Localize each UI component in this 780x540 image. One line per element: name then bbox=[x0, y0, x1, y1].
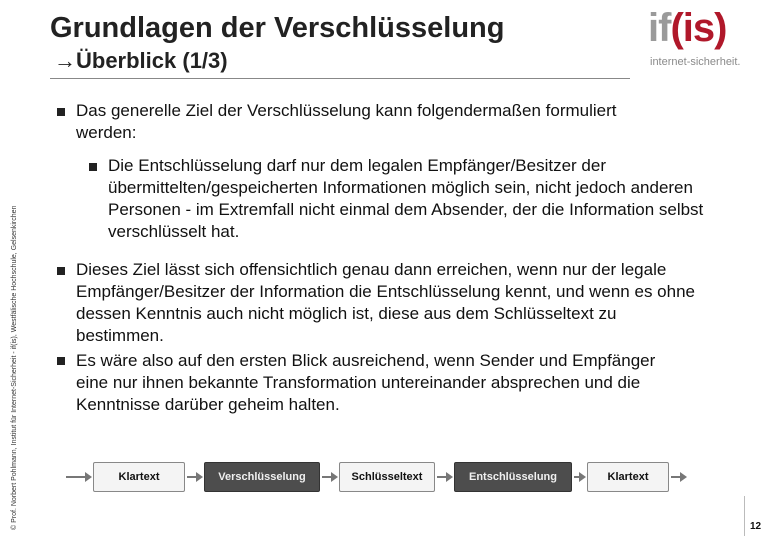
bullet-icon bbox=[57, 357, 65, 365]
bullet-1-text: Das generelle Ziel der Verschlüsselung kann folgendermaßen formuliert werden: bbox=[76, 101, 617, 142]
ifis-logo bbox=[648, 8, 758, 72]
logo-tagline: internet-sicherheit. bbox=[650, 56, 741, 68]
bullet-2-text: Dieses Ziel lässt sich offensichtlich genau dann erreichen, wenn nur der legale Empfänger/Besitzer der Information die Entschlüsselung kennt, und wenn es ohne dessen Kenntnis auch nicht möglich ist, diese aus dem Schlüsseltext zu bestimmen. bbox=[76, 260, 695, 345]
bullet-icon bbox=[57, 267, 65, 275]
logo-mark-red: (is) bbox=[670, 6, 727, 50]
bullet-icon bbox=[57, 108, 65, 116]
bullet-1-sub-text: Die Entschlüsselung darf nur dem legalen Empfänger/Besitzer der übermittelten/gespeicherten Informationen möglich sein, nicht jedoch anderen Personen - im Extremfall nicht einmal dem Absender, der die Information selbst verschlüsselt hat. bbox=[108, 156, 704, 241]
logo-mark-gray: if bbox=[648, 6, 671, 50]
node-decryption: Entschlüsselung bbox=[454, 462, 572, 492]
node-encryption: Verschlüsselung bbox=[204, 462, 320, 492]
bullet-3-text: Es wäre also auf den ersten Blick ausreichend, wenn Sender und Empfänger eine nur ihnen bekannte Transformation untereinander absprechen und die Kenntnisse darüber geheim halten. bbox=[76, 351, 656, 414]
bullet-icon bbox=[89, 163, 97, 171]
arrow-connector bbox=[187, 476, 201, 478]
slide-title: Grundlagen der Verschlüsselung bbox=[50, 12, 505, 44]
arrow-connector bbox=[671, 476, 685, 478]
title-divider bbox=[50, 78, 630, 79]
logo-mark bbox=[648, 8, 758, 48]
copyright-sidebar bbox=[0, 0, 22, 540]
arrow-connector bbox=[574, 476, 584, 478]
node-plaintext-out: Klartext bbox=[587, 462, 669, 492]
page-number: 12 bbox=[750, 521, 762, 532]
node-ciphertext: Schlüsseltext bbox=[339, 462, 435, 492]
copyright-text: © Prof. Norbert Pohlmann, Institut für Internet-Sicherheit - if(is), Westfälische Hochschule, Gelsenkirchen bbox=[11, 205, 18, 530]
footer-divider bbox=[744, 496, 745, 536]
slide-subtitle: →Überblick (1/3) bbox=[54, 48, 228, 73]
arrow-connector bbox=[66, 476, 90, 478]
node-plaintext-in: Klartext bbox=[93, 462, 185, 492]
arrow-connector bbox=[322, 476, 336, 478]
arrow-connector bbox=[437, 476, 451, 478]
